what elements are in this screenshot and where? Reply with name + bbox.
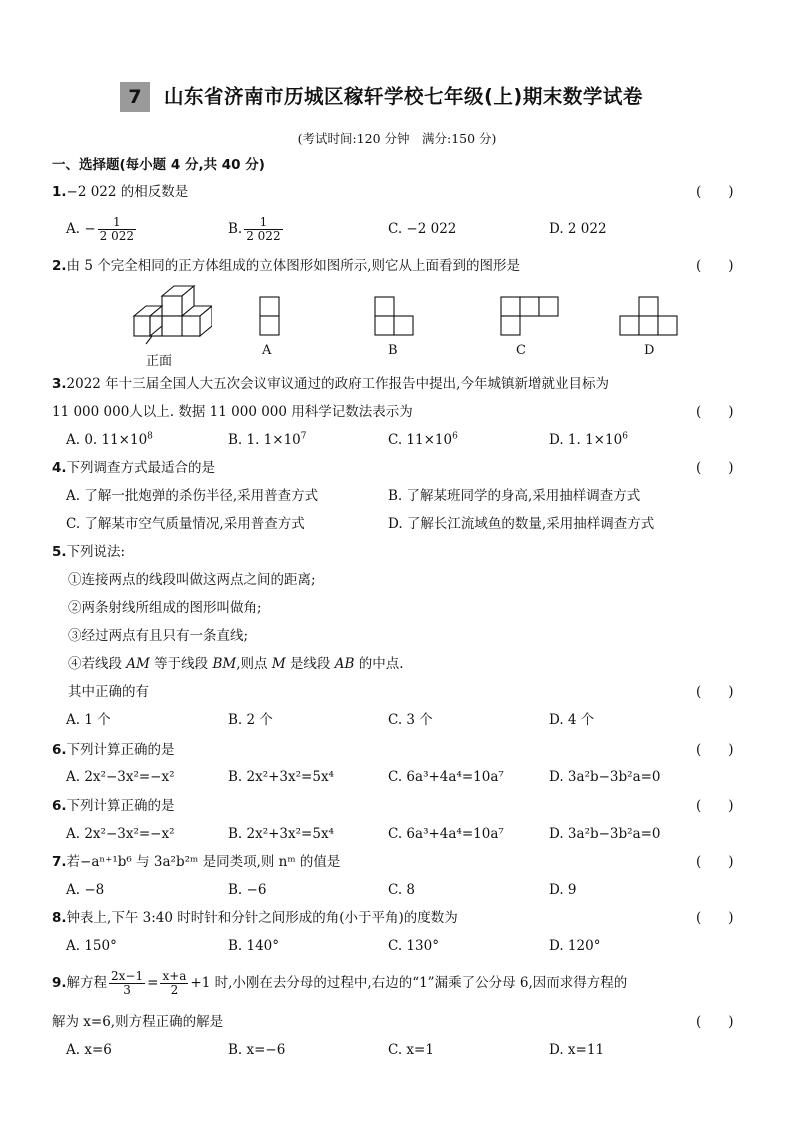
- q2-option-c[interactable]: C: [516, 343, 526, 358]
- q1-option-b[interactable]: B. $\frac{1}{2 022}$: [228, 215, 281, 243]
- q8-option-c[interactable]: C. 130°: [388, 938, 439, 954]
- q6b-option-d[interactable]: D. 3a²b−3b²a=0: [549, 826, 661, 842]
- q3-option-a[interactable]: A. 0. $11\times 10^8$: [66, 431, 153, 448]
- answer-bracket-9[interactable]: ( ): [696, 1014, 734, 1030]
- q9-option-d[interactable]: D. x=11: [549, 1042, 605, 1058]
- answer-bracket-1[interactable]: ( ): [696, 184, 734, 200]
- q5-option-d[interactable]: D. 4 个: [549, 712, 595, 728]
- q2-figure-a: [259, 296, 281, 336]
- q7-option-c[interactable]: C. 8: [388, 882, 416, 898]
- q2-figure-b: [374, 296, 416, 336]
- q6b-option-b[interactable]: B. 2x²+3x²=5x⁴: [228, 826, 334, 842]
- q2-option-a[interactable]: A: [262, 343, 272, 358]
- question-6-stem-duplicate: 6.下列计算正确的是: [52, 798, 175, 814]
- exam-number-badge: 7: [120, 82, 150, 112]
- q7-option-a[interactable]: A. −8: [66, 882, 105, 898]
- q9-option-c[interactable]: C. x=1: [388, 1042, 434, 1058]
- q5-statement-1: ①连接两点的线段叫做这两点之间的距离;: [68, 572, 316, 588]
- q5-option-b[interactable]: B. 2 个: [228, 712, 273, 728]
- answer-bracket-2[interactable]: ( ): [696, 258, 734, 274]
- answer-bracket-7[interactable]: ( ): [696, 854, 734, 870]
- answer-bracket-6b[interactable]: ( ): [696, 798, 734, 814]
- q5-option-c[interactable]: C. 3 个: [388, 712, 433, 728]
- q6-option-c[interactable]: C. 6a³+4a⁴=10a⁷: [388, 769, 504, 785]
- q9-option-b[interactable]: B. x=−6: [228, 1042, 286, 1058]
- q9-option-a[interactable]: A. x=6: [66, 1042, 112, 1058]
- q5-statement-3: ③经过两点有且只有一条直线;: [68, 628, 249, 644]
- q5-statement-4: ④若线段 AM 等于线段 BM,则点 M 是线段 AB 的中点.: [68, 656, 404, 672]
- q6b-option-a[interactable]: A. 2x²−3x²=−x²: [66, 826, 175, 842]
- q5-statement-2: ②两条射线所组成的图形叫做角;: [68, 600, 262, 616]
- q4-option-d[interactable]: D. 了解长江流域鱼的数量,采用抽样调查方式: [388, 516, 655, 532]
- question-5-stem: 5.下列说法:: [52, 544, 126, 560]
- question-3-stem-line2: 11 000 000人以上. 数据 11 000 000 用科学记数法表示为: [52, 404, 413, 420]
- q2-figure-c: [500, 296, 562, 336]
- q4-option-a[interactable]: A. 了解一批炮弹的杀伤半径,采用普查方式: [66, 488, 319, 504]
- question-7-stem: 7.若−aⁿ⁺¹b⁶ 与 3a²b²ᵐ 是同类项,则 nᵐ 的值是: [52, 854, 341, 870]
- q2-option-d[interactable]: D: [644, 343, 655, 358]
- q6-option-d[interactable]: D. 3a²b−3b²a=0: [549, 769, 661, 785]
- q1-option-a[interactable]: A. − $\frac{1}{2 022}$: [66, 215, 135, 243]
- q7-option-b[interactable]: B. −6: [228, 882, 267, 898]
- q6-option-b[interactable]: B. 2x²+3x²=5x⁴: [228, 769, 334, 785]
- section-heading: 一、选择题(每小题 4 分,共 40 分): [52, 157, 265, 173]
- answer-bracket-4[interactable]: ( ): [696, 460, 734, 476]
- question-3-stem: 3.2022 年十三届全国人大五次会议审议通过的政府工作报告中提出,今年城镇新增就业目标为: [52, 376, 609, 392]
- q3-option-b[interactable]: B. 1. $1\times 10^7$: [228, 431, 307, 448]
- q3-option-d[interactable]: D. 1. $1\times 10^6$: [549, 431, 628, 448]
- exam-subtitle: (考试时间:120 分钟 满分:150 分): [297, 131, 497, 146]
- answer-bracket-3[interactable]: ( ): [696, 404, 734, 420]
- q2-figure-d: [619, 296, 681, 336]
- answer-bracket-5[interactable]: ( ): [696, 684, 734, 700]
- q7-option-d[interactable]: D. 9: [549, 882, 577, 898]
- page-title: 山东省济南市历城区稼轩学校七年级(上)期末数学试卷: [164, 85, 643, 108]
- q1-option-d[interactable]: D. 2 022: [549, 221, 607, 237]
- q8-option-b[interactable]: B. 140°: [228, 938, 280, 954]
- q8-option-a[interactable]: A. 150°: [66, 938, 117, 954]
- q1-option-c[interactable]: C. −2 022: [388, 221, 457, 237]
- q3-option-c[interactable]: C. $11\times 10^6$: [388, 431, 458, 448]
- question-6-stem: 6.下列计算正确的是: [52, 742, 175, 758]
- question-9-stem: 9.解方程 $\frac{2x-1}{3}$ = $\frac{x+a}{2}$ +1 时,小刚在去分母的过程中,右边的“1”漏乘了公分母 6,因而求得方程的: [52, 969, 628, 997]
- question-1-stem: 1.−2 022 的相反数是: [52, 184, 189, 200]
- question-8-stem: 8.钟表上,下午 3:40 时时针和分针之间形成的角(小于平角)的度数为: [52, 910, 458, 926]
- q6b-option-c[interactable]: C. 6a³+4a⁴=10a⁷: [388, 826, 504, 842]
- front-view-label: 正面: [146, 354, 173, 369]
- q4-option-c[interactable]: C. 了解某市空气质量情况,采用普查方式: [66, 516, 305, 532]
- answer-bracket-8[interactable]: ( ): [696, 910, 734, 926]
- q2-option-b[interactable]: B: [388, 343, 398, 358]
- question-9-stem-line2: 解为 x=6,则方程正确的解是: [52, 1014, 224, 1030]
- question-2-stem: 2.由 5 个完全相同的正方体组成的立体图形如图所示,则它从上面看到的图形是: [52, 258, 520, 274]
- q8-option-d[interactable]: D. 120°: [549, 938, 601, 954]
- question-4-stem: 4.下列调查方式最适合的是: [52, 460, 216, 476]
- q5-question: 其中正确的有: [68, 684, 149, 700]
- q6-option-a[interactable]: A. 2x²−3x²=−x²: [66, 769, 175, 785]
- q5-option-a[interactable]: A. 1 个: [66, 712, 111, 728]
- q4-option-b[interactable]: B. 了解某班同学的身高,采用抽样调查方式: [388, 488, 641, 504]
- answer-bracket-6[interactable]: ( ): [696, 742, 734, 758]
- cube-solid-figure: [128, 284, 212, 352]
